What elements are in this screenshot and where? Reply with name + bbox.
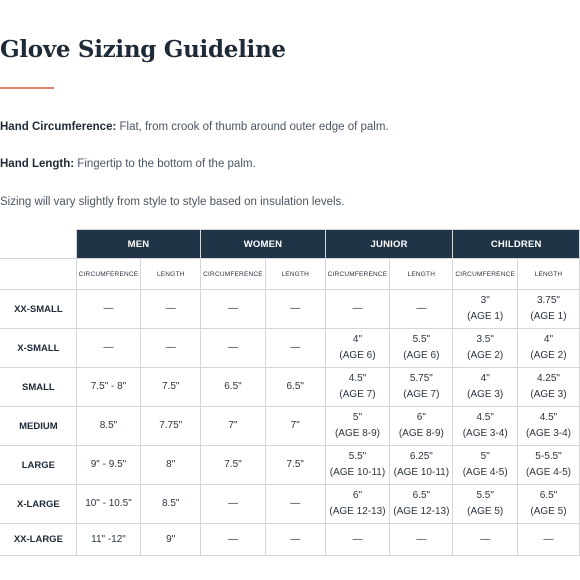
cell-age: (AGE 4-5): [462, 467, 508, 478]
cell-value: —: [227, 533, 238, 545]
cell-value: 7.75": [159, 420, 183, 431]
table-row: [1, 485, 580, 524]
cell-age: (AGE 1): [467, 311, 504, 322]
circumference-text: Flat, from crook of thumb around outer edge of palm.: [116, 121, 389, 133]
cell-value: 4": [352, 334, 363, 345]
cell-value: —: [416, 303, 427, 314]
cell-age: (AGE 7): [403, 389, 440, 400]
table-cell: [517, 290, 579, 329]
table-cell: [201, 485, 266, 524]
table-cell: [390, 524, 453, 556]
size-label: X-SMALL: [1, 329, 77, 368]
table-row: [1, 524, 580, 556]
page-title: Glove Sizing Guideline: [0, 36, 286, 63]
cell-age: (AGE 3): [530, 389, 567, 400]
cell-value: 4.5": [348, 373, 367, 384]
cell-value: 5": [480, 451, 490, 462]
cell-value: 7.5" - 8": [90, 381, 127, 392]
cell-value: 4.5": [539, 412, 558, 423]
group-header-men: MEN: [76, 230, 201, 259]
table-cell: [390, 368, 453, 407]
cell-value: 6.25": [409, 451, 433, 462]
cell-age: (AGE 10-11): [393, 467, 450, 478]
table-cell: [517, 485, 579, 524]
table-cell: [76, 290, 141, 329]
cell-age: (AGE 12-13): [329, 506, 386, 517]
cell-age: (AGE 2): [530, 350, 567, 361]
length-definition: [0, 158, 256, 170]
cell-value: —: [290, 303, 301, 314]
cell-value: 9" - 9.5": [90, 459, 127, 470]
subheader-row: [1, 259, 580, 290]
table-cell: [76, 407, 141, 446]
sizing-note: Sizing will vary slightly from style to style based on insulation levels.: [0, 196, 345, 208]
table-cell: [453, 407, 518, 446]
table-cell: [265, 485, 325, 524]
table-cell: [517, 524, 579, 556]
cell-value: 7": [228, 420, 238, 431]
cell-value: 3.75": [536, 295, 560, 306]
table-cell: [325, 368, 390, 407]
table-cell: [265, 407, 325, 446]
table-cell: [141, 524, 201, 556]
cell-value: 10" - 10.5": [85, 498, 132, 509]
table-cell: [390, 329, 453, 368]
cell-value: 5.5": [412, 334, 431, 345]
cell-age: (AGE 12-13): [393, 506, 450, 517]
table-cell: [76, 446, 141, 485]
cell-value: —: [416, 533, 427, 545]
cell-value: 4": [480, 373, 490, 384]
cell-value: —: [480, 533, 491, 545]
table-cell: [517, 407, 579, 446]
cell-value: —: [165, 303, 176, 314]
cell-value: 6": [352, 490, 363, 501]
cell-value: 8.5": [162, 498, 180, 509]
table-cell: [453, 524, 518, 556]
cell-value: 4.25": [536, 373, 560, 384]
size-label: X-LARGE: [1, 485, 77, 524]
table-cell: [265, 446, 325, 485]
title-accent-rule: [0, 87, 54, 89]
group-header-row: [1, 230, 580, 259]
cell-value: —: [290, 533, 301, 545]
cell-age: (AGE 3-4): [525, 428, 571, 439]
cell-value: 6.5": [412, 490, 431, 501]
group-header-junior: JUNIOR: [325, 230, 453, 259]
cell-value: 6.5": [224, 381, 242, 392]
cell-value: 5.5": [348, 451, 367, 462]
table-cell: [517, 329, 579, 368]
size-label: SMALL: [1, 368, 77, 407]
cell-age: (AGE 8-9): [334, 428, 380, 439]
cell-value: —: [165, 342, 176, 353]
table-cell: [325, 290, 390, 329]
length-text: Fingertip to the bottom of the palm.: [74, 158, 256, 170]
table-cell: [76, 368, 141, 407]
table-row: [1, 407, 580, 446]
cell-value: 11" -12": [91, 533, 126, 545]
subheader-length: LENGTH: [141, 259, 201, 290]
circumference-definition: [0, 121, 389, 133]
cell-age: (AGE 10-11): [329, 467, 386, 478]
table-cell: [390, 290, 453, 329]
table-cell: [201, 368, 266, 407]
subheader-length: LENGTH: [390, 259, 453, 290]
cell-value: —: [290, 498, 301, 509]
table-cell: [141, 329, 201, 368]
cell-age: (AGE 5): [530, 506, 567, 517]
table-cell: [453, 368, 518, 407]
cell-value: 7.5": [224, 459, 242, 470]
table-cell: [76, 524, 141, 556]
table-cell: [453, 485, 518, 524]
cell-value: 5.75": [409, 373, 433, 384]
cell-value: 9": [166, 533, 176, 545]
cell-age: (AGE 2): [467, 350, 504, 361]
table-cell: [517, 446, 579, 485]
table-cell: [141, 485, 201, 524]
header-corner: [1, 230, 77, 259]
cell-value: —: [227, 342, 238, 353]
cell-value: 8.5": [99, 420, 118, 431]
cell-value: 5-5.5": [535, 451, 562, 462]
table-cell: [265, 290, 325, 329]
cell-age: (AGE 7): [339, 389, 376, 400]
group-header-children: CHILDREN: [453, 230, 580, 259]
cell-value: 6.5": [539, 490, 558, 501]
cell-value: —: [103, 342, 114, 353]
cell-age: (AGE 3-4): [462, 428, 508, 439]
table-cell: [325, 329, 390, 368]
table-cell: [265, 329, 325, 368]
table-cell: [201, 329, 266, 368]
table-cell: [201, 446, 266, 485]
cell-value: 6": [416, 412, 426, 423]
table-cell: [76, 329, 141, 368]
cell-value: 3": [480, 295, 490, 306]
cell-value: 6.5": [286, 381, 304, 392]
cell-value: —: [103, 303, 114, 314]
table-cell: [76, 485, 141, 524]
cell-value: 5": [352, 412, 363, 423]
table-cell: [325, 407, 390, 446]
cell-value: 7.5": [286, 459, 304, 470]
table-cell: [141, 446, 201, 485]
table-cell: [201, 290, 266, 329]
table-cell: [325, 485, 390, 524]
table-cell: [265, 368, 325, 407]
cell-value: 4.5": [476, 412, 494, 423]
table-cell: [390, 485, 453, 524]
cell-age: (AGE 6): [339, 350, 376, 361]
cell-age: (AGE 4-5): [525, 467, 571, 478]
table-cell: [453, 446, 518, 485]
table-cell: [201, 524, 266, 556]
cell-value: 7.5": [162, 381, 180, 392]
cell-age: (AGE 1): [530, 311, 567, 322]
cell-age: (AGE 6): [403, 350, 440, 361]
cell-value: —: [290, 342, 301, 353]
cell-age: (AGE 8-9): [398, 428, 444, 439]
cell-value: —: [352, 533, 363, 545]
table-cell: [141, 368, 201, 407]
table-cell: [390, 446, 453, 485]
size-label: MEDIUM: [1, 407, 77, 446]
size-label: XX-LARGE: [1, 524, 77, 556]
size-label: LARGE: [1, 446, 77, 485]
cell-age: (AGE 5): [467, 506, 504, 517]
cell-value: —: [227, 498, 238, 509]
group-header-women: WOMEN: [201, 230, 326, 259]
table-row: [1, 290, 580, 329]
cell-age: (AGE 3): [467, 389, 504, 400]
table-row: [1, 329, 580, 368]
subheader-length: LENGTH: [517, 259, 579, 290]
table-row: [1, 446, 580, 485]
cell-value: —: [227, 303, 238, 314]
size-label: XX-SMALL: [1, 290, 77, 329]
cell-value: —: [352, 303, 363, 314]
subheader-circumference: CIRCUMFERENCE: [453, 259, 518, 290]
cell-value: 3.5": [476, 334, 494, 345]
cell-value: 5.5": [476, 490, 494, 501]
table-cell: [517, 368, 579, 407]
sizing-table: [0, 229, 580, 556]
subheader-circumference: CIRCUMFERENCE: [76, 259, 141, 290]
cell-value: —: [543, 533, 554, 545]
table-cell: [453, 290, 518, 329]
table-cell: [325, 524, 390, 556]
cell-value: 8": [166, 459, 176, 470]
length-label: Hand Length:: [0, 158, 75, 170]
table-cell: [390, 407, 453, 446]
subheader-corner: [1, 259, 77, 290]
cell-value: 4": [543, 334, 554, 345]
table-cell: [141, 407, 201, 446]
table-cell: [325, 446, 390, 485]
table-cell: [141, 290, 201, 329]
table-cell: [453, 329, 518, 368]
circumference-label: Hand Circumference:: [0, 121, 117, 133]
subheader-circumference: CIRCUMFERENCE: [325, 259, 390, 290]
cell-value: 7": [290, 420, 300, 431]
subheader-circumference: CIRCUMFERENCE: [201, 259, 266, 290]
table-cell: [265, 524, 325, 556]
subheader-length: LENGTH: [265, 259, 325, 290]
table-row: [1, 368, 580, 407]
table-cell: [201, 407, 266, 446]
